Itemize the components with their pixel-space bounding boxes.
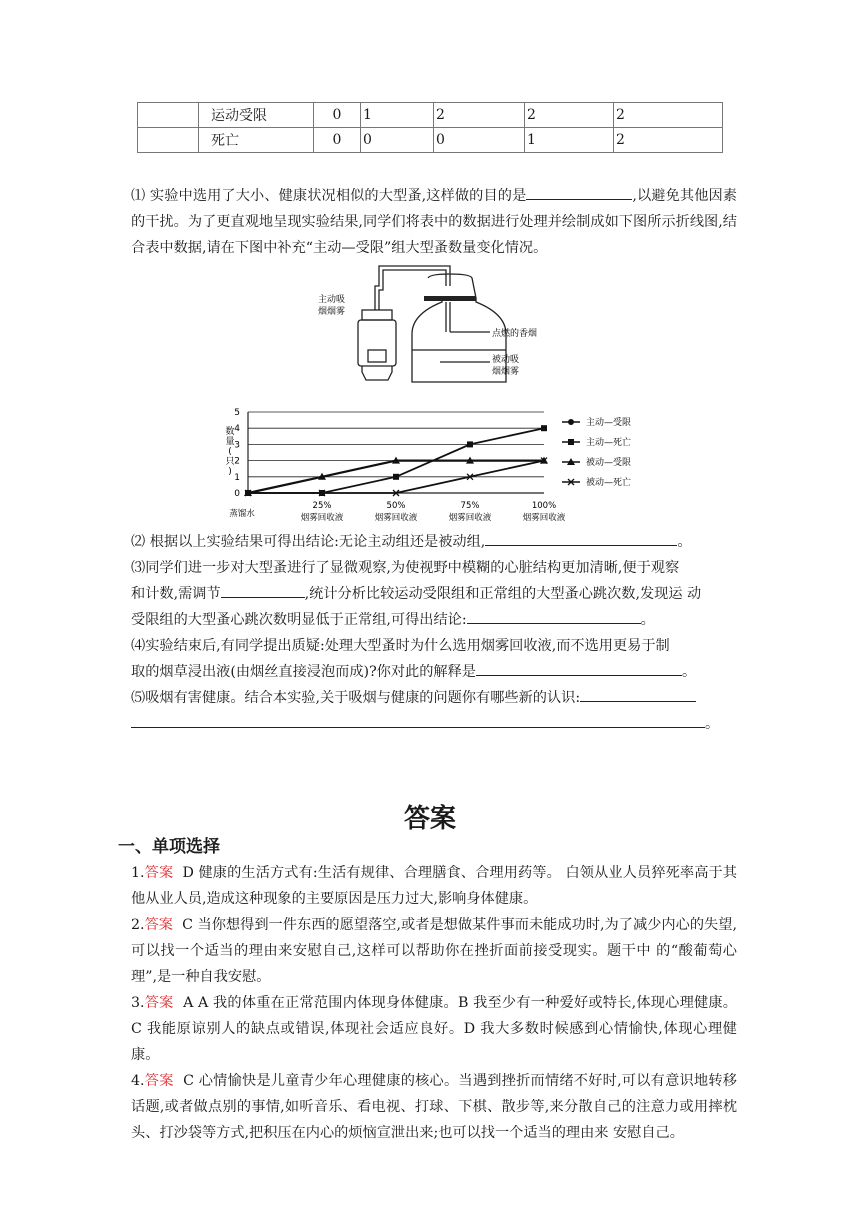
answer-tag: 答案 [144, 865, 174, 881]
answer-blank[interactable] [131, 712, 705, 728]
y-axis-label: 数 [225, 427, 235, 437]
answer-text: A A 我的体重在正常范围内体现身体健康。B 我至少有一种爱好或特长,体现心理健康。C 我能原谅别人的缺点或错误,体现社会适应良好。D 我大多数时候感到心情愉快,体现心理健康。 [131, 995, 737, 1063]
table-cell: 1 [361, 103, 434, 128]
q5-end: 。 [705, 716, 720, 732]
y-tick-label: 2 [234, 456, 240, 467]
table-cell: 0 [361, 128, 434, 153]
x-tick-label: 100% [531, 501, 557, 511]
q5-line-2 [131, 711, 737, 737]
y-axis-label: ( [228, 447, 232, 457]
answer-item [131, 990, 737, 1068]
series-2-point [393, 474, 399, 480]
answer-tag: 答案 [144, 995, 174, 1011]
passive-smoke-label: 被动吸 [492, 355, 520, 365]
legend-label: 主动—受限 [586, 418, 632, 428]
bottle-cap-band [424, 296, 476, 301]
table-cell: 0 [314, 103, 361, 128]
x-tick-label: 烟雾回收液 [448, 513, 492, 523]
table-row [138, 128, 723, 153]
y-axis-label: ) [228, 467, 232, 477]
table-cell: 2 [525, 103, 614, 128]
q3-text: ,统计分析比较运动受限组和正常组的大型蚤心跳次数,发现运 动 [304, 586, 702, 602]
active-smoke-label: 主动吸 [318, 295, 346, 305]
table-cell-empty [138, 128, 199, 153]
legend-marker [568, 439, 574, 445]
q4-text: 取的烟草浸出液(由烟丝直接浸泡而成)?你对此的解释是 [131, 664, 476, 680]
q1-text-b: ,以避免其他因素的干扰。为了更直观地呈现实验结果,同学们将表中的数据进行处理并绘制成如下图所示折线图,结合表中数据,请在下图中补充“主动—受限”组大型蚤数量变化情况。 [131, 188, 737, 256]
q3-end: 。 [640, 612, 655, 628]
question-2 [131, 529, 737, 555]
answer-item [131, 912, 737, 990]
legend-label: 主动—死亡 [586, 438, 632, 448]
results-table [137, 102, 723, 153]
answer-text: C 当你想得到一件东西的愿望落空,或者是想做某件事而未能成功时,为了减少内心的失望,可以找一个适当的理由来安慰自己,这样可以帮助你在挫折面前接受现实。题干中 的“酸葡萄心理”,是一种自我安慰。 [131, 917, 737, 985]
question-3 [131, 555, 737, 633]
table-cell: 2 [434, 103, 525, 128]
question-1 [131, 183, 737, 261]
passive-smoke-label: 烟烟雾 [492, 367, 520, 377]
table-cell-empty [138, 103, 199, 128]
x-tick-label: 25% [312, 501, 332, 511]
origin-point [245, 490, 251, 496]
y-tick-label: 4 [234, 424, 240, 435]
table-cell: 2 [614, 103, 723, 128]
answer-item [131, 860, 737, 912]
answer-tag: 答案 [144, 1073, 174, 1089]
answer-blank[interactable] [485, 530, 677, 546]
apparatus-figure [300, 262, 560, 390]
x-tick-label: 蒸馏水 [229, 509, 255, 519]
y-tick-label: 5 [234, 408, 240, 418]
q2-end: 。 [677, 534, 692, 550]
q3-line-3 [131, 607, 737, 633]
question-4 [131, 633, 737, 685]
series-2-point [467, 441, 473, 447]
legend-marker [568, 419, 574, 425]
q4-end: 。 [682, 664, 697, 680]
answer-blank[interactable] [221, 582, 305, 598]
y-axis-label: 量 [225, 437, 235, 447]
x-tick-label: 烟雾回收液 [300, 513, 344, 523]
y-tick-label: 1 [234, 472, 240, 483]
q4-line-2 [131, 659, 737, 685]
table-cell: 2 [614, 128, 723, 153]
answer-blank[interactable] [526, 184, 632, 200]
q1-text-a: ⑴ 实验中选用了大小、健康状况相似的大型蚤,这样做的目的是 [131, 188, 527, 204]
table-cell: 1 [525, 128, 614, 153]
answer-number: 3. [131, 995, 145, 1011]
x-tick-label: 烟雾回收液 [374, 513, 418, 523]
q3-line-1: ⑶同学们进一步对大型蚤进行了显微观察,为使视野中模糊的心脏结构更加清晰,便于观察 [131, 560, 680, 576]
x-tick-label: 75% [460, 501, 480, 511]
active-smoke-label: 烟烟雾 [318, 307, 346, 317]
table-cell: 0 [314, 128, 361, 153]
x-tick-label: 烟雾回收液 [522, 513, 566, 523]
answer-text: C 心情愉快是儿童青少年心理健康的核心。当遇到挫折而情绪不好时,可以有意识地转移话题,或者做点别的事情,如听音乐、看电视、打球、下棋、散步等,来分散自己的注意力或用摔枕头、打沙袋等方式,把积压在内心的烦恼宣泄出来;也可以找一个适当的理由来 安慰自己。 [131, 1073, 737, 1141]
legend-label: 被动—受限 [586, 458, 632, 468]
q3-text: 受限组的大型蚤心跳次数明显低于正常组,可得出结论: [131, 612, 467, 628]
answer-blank[interactable] [476, 660, 682, 676]
answer-number: 1. [131, 865, 145, 881]
answer-text: D 健康的生活方式有:生活有规律、合理膳食、合理用药等。 白领从业人员猝死率高于其他从业人员,造成这种现象的主要原因是压力过大,影响身体健康。 [131, 865, 737, 907]
x-tick-label: 50% [386, 501, 406, 511]
answer-title: 答案 [403, 804, 456, 834]
answer-blank[interactable] [467, 608, 641, 624]
y-tick-label: 0 [234, 489, 240, 499]
section-heading: 一、单项选择 [118, 837, 220, 857]
answer-number: 4. [131, 1073, 145, 1089]
q5-line-1 [131, 685, 737, 711]
q3-text: 和计数,需调节 [131, 586, 221, 602]
row-label: 运动受限 [199, 103, 314, 128]
cigarette-label: 点燃的香烟 [492, 329, 538, 339]
y-tick-label: 3 [234, 440, 240, 451]
answer-blank[interactable] [580, 686, 696, 702]
q4-line-1: ⑷实验结束后,有同学提出质疑:处理大型蚤时为什么选用烟雾回收液,而不选用更易于制 [131, 638, 670, 654]
row-label: 死亡 [199, 128, 314, 153]
answer-item [131, 1068, 737, 1146]
q2-text: ⑵ 根据以上实验结果可得出结论:无论主动组还是被动组, [131, 534, 486, 550]
q5-text: ⑸吸烟有害健康。结合本实验,关于吸烟与健康的问题你有哪些新的认识: [131, 690, 581, 706]
q3-line-2 [131, 581, 737, 607]
y-axis-label: 只 [225, 457, 235, 467]
legend-label: 被动—死亡 [586, 478, 632, 488]
line-chart [222, 400, 652, 530]
table-cell: 0 [434, 128, 525, 153]
table-row [138, 103, 723, 128]
answer-number: 2. [131, 917, 145, 933]
question-5 [131, 685, 737, 737]
series-2-point [541, 425, 547, 431]
answer-tag: 答案 [144, 917, 174, 933]
